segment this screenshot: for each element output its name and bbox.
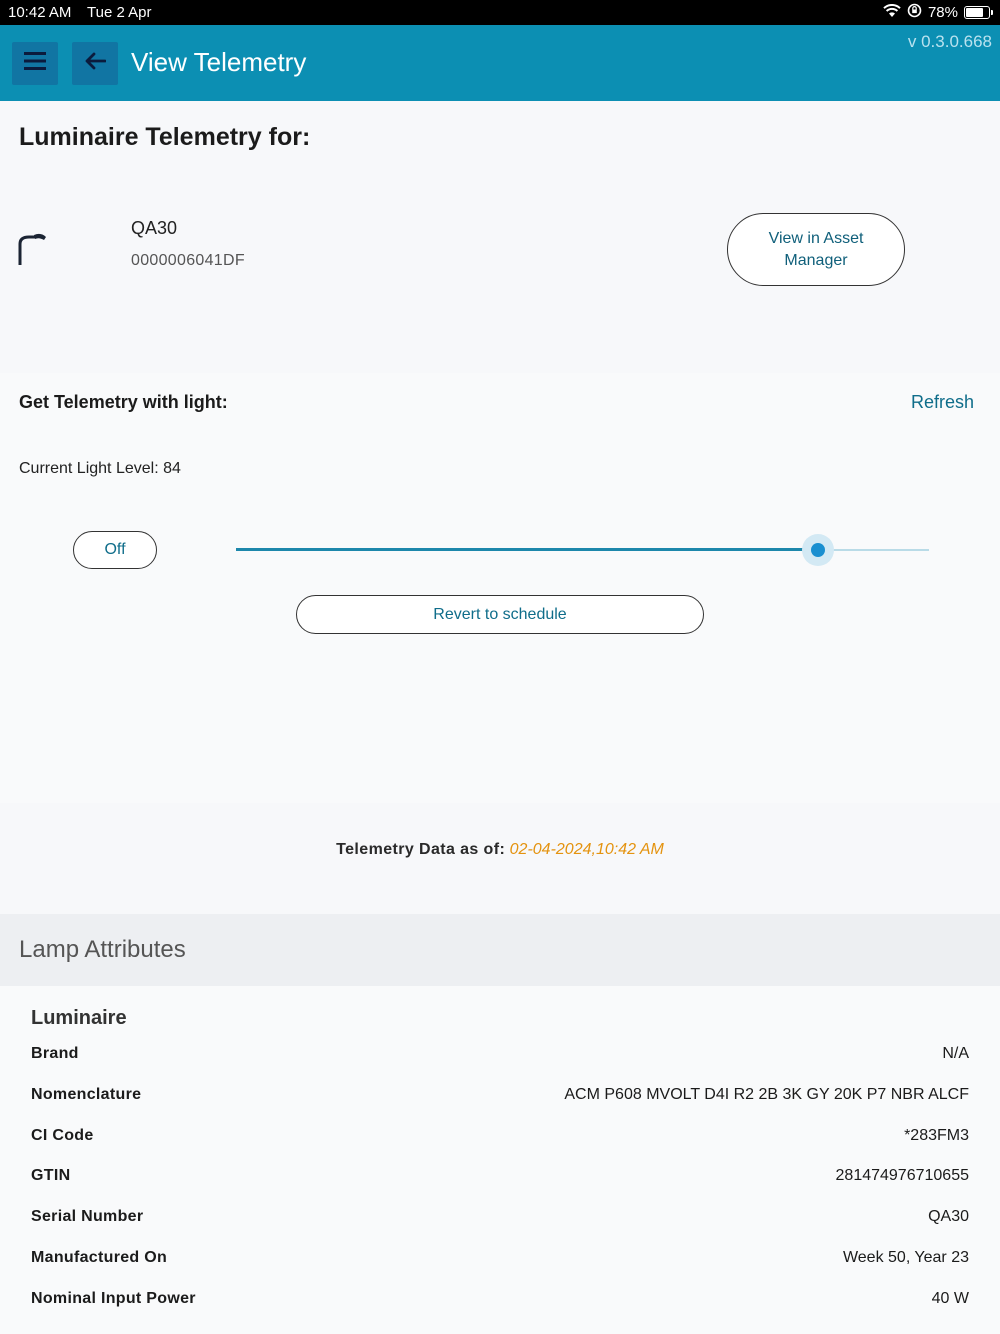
telemetry-heading: Luminaire Telemetry for: xyxy=(19,123,311,151)
get-telemetry-label: Get Telemetry with light: xyxy=(19,392,228,412)
attribute-key: CI Code xyxy=(31,1127,94,1144)
menu-button[interactable] xyxy=(12,42,58,85)
attribute-value: 40 W xyxy=(931,1290,969,1307)
light-control-section xyxy=(0,373,1000,803)
lamp-attributes-title: Lamp Attributes xyxy=(19,936,186,963)
light-level-slider[interactable] xyxy=(236,534,929,566)
attribute-row xyxy=(31,1287,969,1311)
status-bar xyxy=(0,0,1000,25)
attribute-value: 281474976710655 xyxy=(835,1167,969,1184)
street-light-icon xyxy=(17,232,49,271)
attribute-value: ACM P608 MVOLT D4I R2 2B 3K GY 20K P7 NBR ALCF xyxy=(564,1086,969,1103)
attribute-row xyxy=(31,1124,969,1148)
orientation-lock-icon xyxy=(907,3,922,22)
arrow-left-icon xyxy=(84,52,106,75)
attribute-value: N/A xyxy=(942,1045,969,1062)
attribute-row xyxy=(31,1246,969,1270)
slider-thumb[interactable] xyxy=(811,543,825,557)
attribute-key: Manufactured On xyxy=(31,1249,168,1266)
telemetry-as-of xyxy=(0,841,1000,859)
telemetry-as-of-label: Telemetry Data as of: xyxy=(336,841,506,858)
app-version: v 0.3.0.668 xyxy=(907,32,992,51)
attribute-key: GTIN xyxy=(31,1167,71,1184)
attribute-key: Brand xyxy=(31,1045,79,1062)
attribute-value: Week 50, Year 23 xyxy=(842,1249,969,1266)
attribute-row xyxy=(31,1205,969,1229)
view-in-asset-manager-button[interactable]: View in Asset Manager xyxy=(727,213,905,286)
current-light-level: Current Light Level: 84 xyxy=(19,460,181,477)
battery-level xyxy=(966,8,983,17)
revert-to-schedule-button[interactable]: Revert to schedule xyxy=(296,595,704,634)
lamp-attributes-body xyxy=(0,986,1000,1334)
page-title: View Telemetry xyxy=(131,47,307,77)
status-indicators xyxy=(883,3,990,22)
attribute-value: *283FM3 xyxy=(904,1127,969,1144)
status-date: Tue 2 Apr xyxy=(87,4,152,21)
telemetry-timestamp: 02-04-2024,10:42 AM xyxy=(509,841,664,858)
hamburger-icon xyxy=(24,52,46,75)
battery-icon xyxy=(964,6,990,19)
attribute-key: Nomenclature xyxy=(31,1086,142,1103)
app-bar xyxy=(0,25,1000,101)
refresh-link[interactable]: Refresh xyxy=(910,392,974,412)
attribute-group-title: Luminaire xyxy=(31,1007,127,1029)
attribute-row xyxy=(31,1042,969,1066)
asset-id: 0000006041DF xyxy=(131,252,245,269)
off-button[interactable]: Off xyxy=(73,531,157,569)
lamp-attributes-header[interactable] xyxy=(0,914,1000,986)
attribute-row xyxy=(31,1164,969,1188)
attribute-key: Serial Number xyxy=(31,1208,144,1225)
attribute-key: Nominal Input Power xyxy=(31,1290,196,1307)
attribute-row xyxy=(31,1083,969,1107)
status-time: 10:42 AM xyxy=(8,4,72,21)
wifi-icon xyxy=(883,4,901,22)
back-button[interactable] xyxy=(72,42,118,85)
battery-percent: 78% xyxy=(927,4,958,21)
slider-track-fill xyxy=(236,548,818,551)
asset-name: QA30 xyxy=(131,218,178,238)
attribute-value: QA30 xyxy=(928,1208,969,1225)
